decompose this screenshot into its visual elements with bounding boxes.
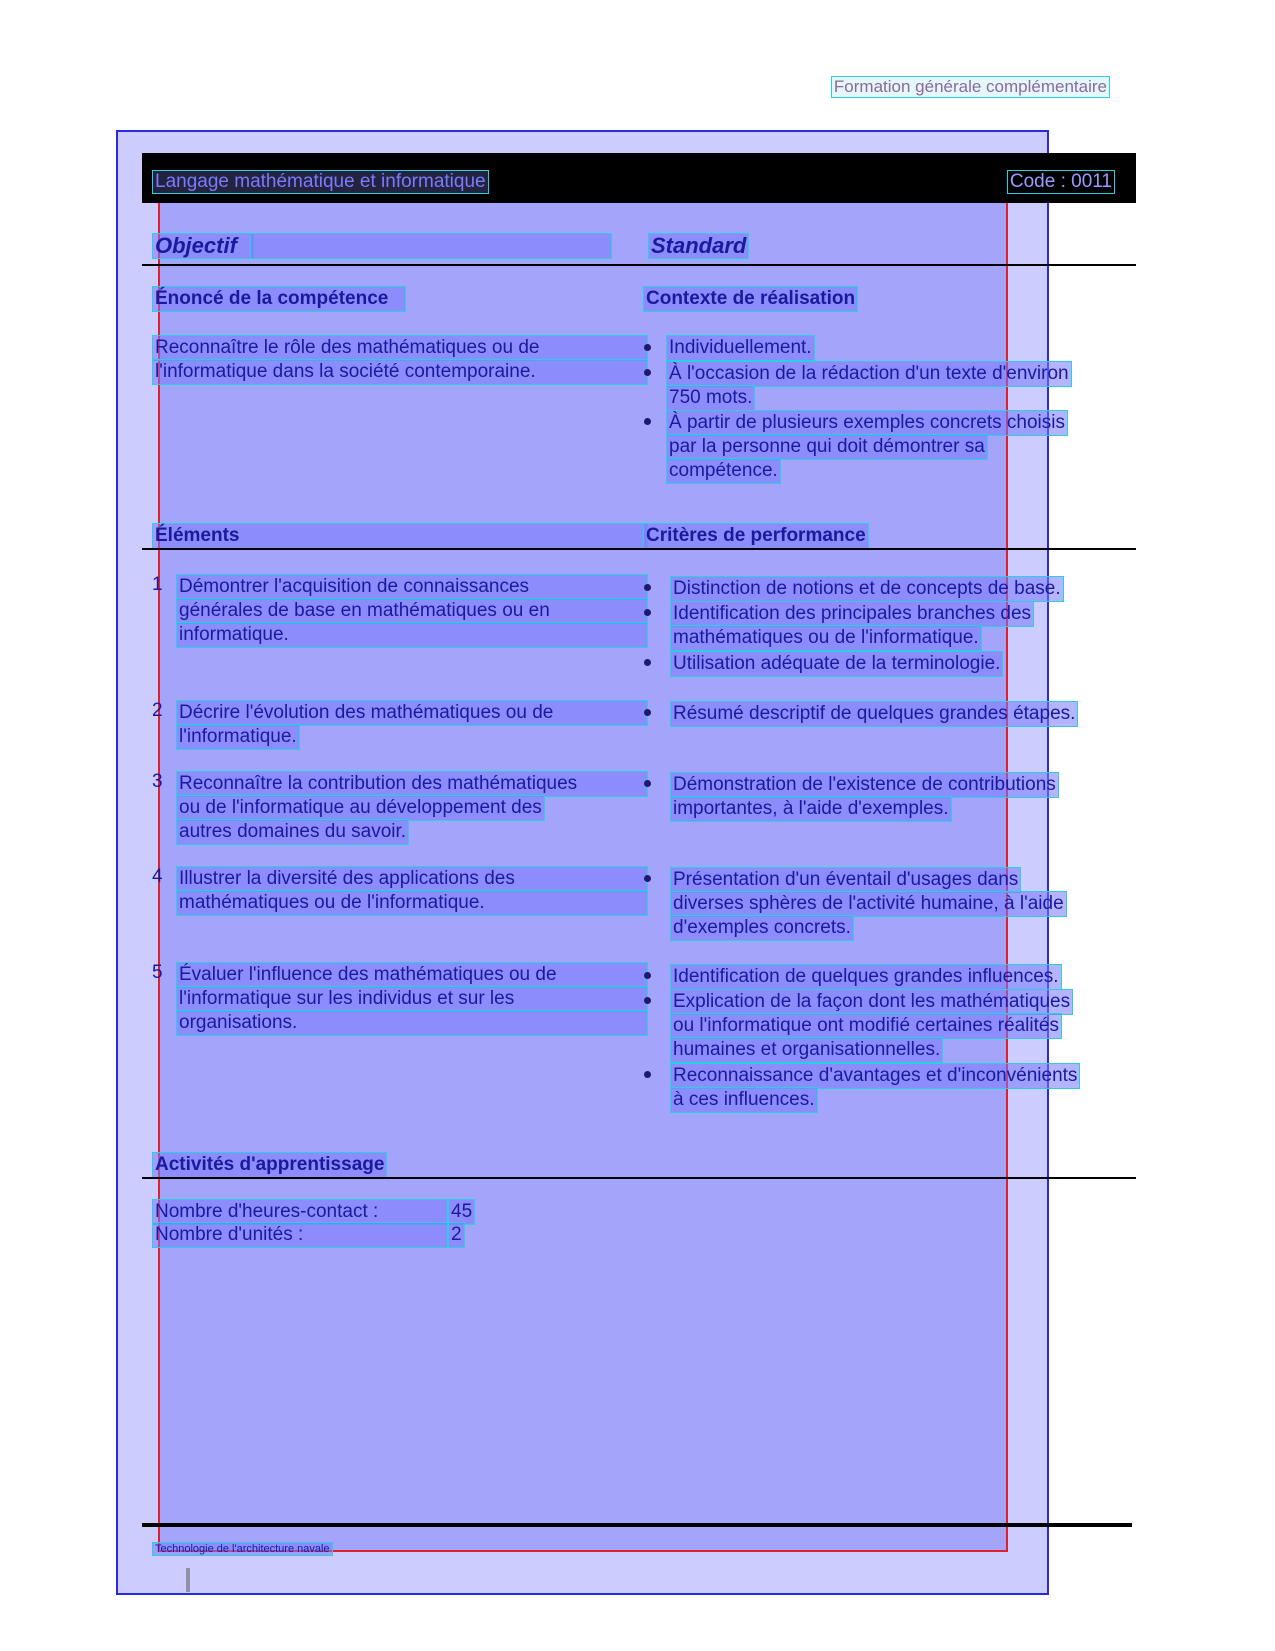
bullet-icon [644, 609, 651, 616]
objective-heading: Objectif [152, 233, 254, 259]
element-line: Évaluer l'influence des mathématiques ou de [176, 962, 648, 988]
running-head: Formation générale complémentaire [831, 76, 1110, 98]
criterion-line: Explication de la façon dont les mathématiques [670, 989, 1073, 1015]
element-number: 3 [152, 771, 163, 792]
rule-footer [142, 1523, 1132, 1527]
criterion-line: importantes, à l'aide d'exemples. [670, 796, 952, 822]
criterion-line: Distinction de notions et de concepts de base. [670, 576, 1064, 602]
bullet-icon [644, 369, 651, 376]
criterion-line: Reconnaissance d'avantages et d'inconvénients [670, 1063, 1080, 1089]
criterion-line: Utilisation adéquate de la terminologie. [670, 651, 1003, 677]
activities-heading: Activités d'apprentissage [152, 1152, 387, 1178]
criterion-line: humaines et organisationnelles. [670, 1037, 943, 1063]
bullet-icon [644, 875, 651, 882]
context-line: À l'occasion de la rédaction d'un texte d'environ [666, 361, 1072, 387]
footer-program: Technologie de l'architecture navale [152, 1542, 333, 1556]
context-line: À partir de plusieurs exemples concrets choisis [666, 410, 1068, 436]
element-line: Démontrer l'acquisition de connaissances [176, 574, 648, 600]
element-number: 2 [152, 700, 163, 721]
rule-elements [142, 548, 1136, 550]
element-line: Décrire l'évolution des mathématiques ou de [176, 700, 648, 726]
element-line: l'informatique. [176, 724, 300, 750]
criterion-line: Résumé descriptif de quelques grandes étapes. [670, 701, 1078, 727]
criterion-line: Identification des principales branches des [670, 601, 1034, 627]
course-title: Langage mathématique et informatique [152, 170, 489, 194]
rule-top [142, 264, 1136, 266]
hours-value: 45 [448, 1199, 475, 1225]
competence-heading: Énoncé de la compétence [152, 286, 406, 312]
elements-heading: Éléments [152, 523, 648, 549]
bullet-icon [644, 780, 651, 787]
element-number: 5 [152, 962, 163, 983]
criterion-line: Démonstration de l'existence de contributions [670, 772, 1059, 798]
criterion-line: à ces influences. [670, 1087, 818, 1113]
bullet-icon [644, 344, 651, 351]
criterion-line: ou l'informatique ont modifié certaines réalités [670, 1013, 1062, 1039]
hours-label: Nombre d'heures-contact : [152, 1199, 448, 1225]
context-line: 750 mots. [666, 385, 755, 411]
element-line: informatique. [176, 622, 648, 648]
element-number: 4 [152, 866, 163, 887]
bullet-icon [644, 1071, 651, 1078]
criterion-line: Présentation d'un éventail d'usages dans [670, 867, 1021, 893]
bullet-icon [644, 584, 651, 591]
context-line: compétence. [666, 458, 781, 484]
criterion-line: diverses sphères de l'activité humaine, à l'aide [670, 891, 1067, 917]
context-line: par la personne qui doit démontrer sa [666, 434, 988, 460]
bullet-icon [644, 997, 651, 1004]
units-label: Nombre d'unités : [152, 1222, 448, 1248]
element-line: Reconnaître la contribution des mathématiques [176, 771, 648, 797]
standard-heading: Standard [648, 233, 749, 259]
bullet-icon [644, 418, 651, 425]
element-line: ou de l'informatique au développement des [176, 795, 545, 821]
element-number: 1 [152, 574, 163, 595]
criterion-line: d'exemples concrets. [670, 915, 854, 941]
criterion-line: mathématiques ou de l'informatique. [670, 625, 982, 651]
element-line: l'informatique sur les individus et sur les [176, 986, 648, 1012]
element-line: générales de base en mathématiques ou en [176, 598, 648, 624]
competence-line: Reconnaître le rôle des mathématiques ou de [152, 335, 648, 361]
context-heading: Contexte de réalisation [643, 286, 858, 312]
element-line: Illustrer la diversité des applications des [176, 866, 648, 892]
bullet-icon [644, 659, 651, 666]
heading-fill [250, 233, 612, 259]
course-code: Code : 0011 [1007, 170, 1115, 194]
units-value: 2 [448, 1222, 465, 1248]
bullet-icon [644, 972, 651, 979]
bullet-icon [644, 709, 651, 716]
element-line: autres domaines du savoir. [176, 819, 409, 845]
text-cursor-icon [186, 1568, 190, 1592]
element-line: organisations. [176, 1010, 648, 1036]
competence-line: l'informatique dans la société contemporaine. [152, 359, 648, 385]
rule-activities [142, 1177, 1136, 1179]
criterion-line: Identification de quelques grandes influences. [670, 964, 1062, 990]
context-line: Individuellement. [666, 335, 815, 361]
criteria-heading: Critères de performance [643, 523, 869, 549]
element-line: mathématiques ou de l'informatique. [176, 890, 648, 916]
